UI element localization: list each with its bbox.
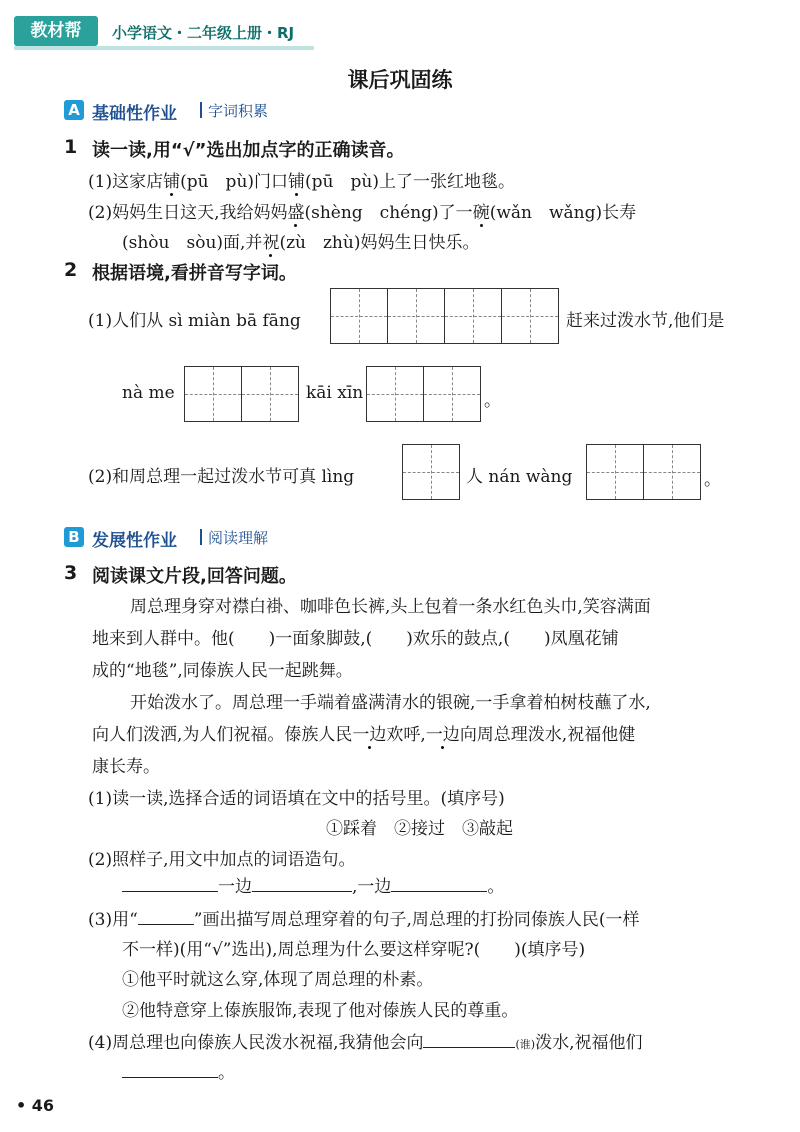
q2-period1: 。 [484,391,501,411]
q3-sub2-sentence: 一边 ,一边 。 [122,872,504,897]
book-tag: 教材帮 [14,16,98,46]
section-b-separator [200,529,202,545]
page-number: • 46 [16,1096,55,1115]
section-a-subtitle: 字词积累 [208,102,269,120]
passage-line-4: 开始泼水了。周总理一手端着盛满清水的银碗,一手拿着柏树枝蘸了水, [130,693,651,713]
q3-sub1: (1)读一读,选择合适的词语填在文中的括号里。(填序号) [88,789,505,809]
blank-wish[interactable] [122,1061,218,1078]
section-b-icon: B [64,527,84,547]
q2-pinyin-nanwang: 人 nán wàng [466,467,573,487]
q3-sub3-option1: ①他平时就这么穿,体现了周总理的朴素。 [122,970,434,990]
q2-number: 2 [64,259,78,281]
section-a-title: 基础性作业 [92,104,177,124]
blank-1[interactable] [122,875,218,892]
header-bar [14,46,314,50]
blank-3[interactable] [391,875,487,892]
passage-line-1: 周总理身穿对襟白褂、咖啡色长裤,头上包着一条水红色头巾,笑容满面 [130,597,651,617]
q1-item2-cont: (shòu sòu)面,并祝(zù zhù)妈妈生日快乐。 [122,233,480,253]
q2-pinyin-name: nà me [122,383,175,403]
q3-sub4: (4)周总理也向傣族人民泼水祝福,我猜他会向 (谁)泼水,祝福他们 [88,1033,643,1053]
q3-text: 阅读课文片段,回答问题。 [92,566,297,587]
section-b-title: 发展性作业 [92,531,177,551]
subject-label: 小学语文・二年级上册・RJ [112,24,295,42]
section-a-separator [200,102,202,118]
q3-sub3-option2: ②他特意穿上傣族服饰,表现了他对傣族人民的尊重。 [122,1001,519,1021]
q2-part2-prompt: (2)和周总理一起过泼水节可真 lìng [88,467,355,487]
q2-part1-cont: 赶来过泼水节,他们是 [566,311,725,331]
q2-text: 根据语境,看拼音写字词。 [92,263,297,284]
page-title: 课后巩固练 [347,67,453,92]
q3-sub1-options: ①踩着 ②接过 ③敲起 [326,819,513,839]
q1-item1: (1)这家店铺(pū pù)门口铺(pū pù)上了一张红地毯。 [88,172,515,192]
q3-sub4-cont: 。 [122,1058,235,1083]
grid-na-me[interactable] [184,366,299,422]
passage-line-2: 地来到人群中。他( )一面象脚鼓,( )欢乐的鼓点,( )凤凰花铺 [92,629,619,649]
passage-line-6: 康长寿。 [92,757,160,777]
grid-ling[interactable] [402,444,460,500]
section-b-subtitle: 阅读理解 [208,529,269,547]
q2-pinyin-kaixin: kāi xīn [306,383,364,403]
grid-kai-xin[interactable] [366,366,481,422]
q1-text: 读一读,用“√”选出加点字的正确读音。 [92,140,405,161]
q2-period2: 。 [704,470,721,490]
grid-si-mian-ba-fang[interactable] [330,288,559,344]
passage-line-5: 向人们泼洒,为人们祝福。傣族人民一边欢呼,一边向周总理泼水,祝福他健 [92,725,636,745]
blank-2[interactable] [252,875,352,892]
q1-item2: (2)妈妈生日这天,我给妈妈盛(shèng chéng)了一碗(wǎn wǎng)长寿 [88,203,637,223]
q3-number: 3 [64,562,78,584]
q1-number: 1 [64,136,78,158]
underline-sample [138,908,194,925]
blank-who[interactable] [423,1031,515,1048]
q3-sub3: (3)用“ ”画出描写周总理穿着的句子,周总理的打扮同傣族人民(一样 [88,910,640,930]
grid-nan-wang[interactable] [586,444,701,500]
passage-line-3: 成的“地毯”,同傣族人民一起跳舞。 [92,661,353,681]
q2-part1-prompt: (1)人们从 sì miàn bā fāng [88,311,301,331]
section-a-icon: A [64,100,84,120]
q3-sub3-cont: 不一样)(用“√”选出),周总理为什么要这样穿呢?( )(填序号) [122,940,586,960]
q3-sub2: (2)照样子,用文中加点的词语造句。 [88,850,356,870]
